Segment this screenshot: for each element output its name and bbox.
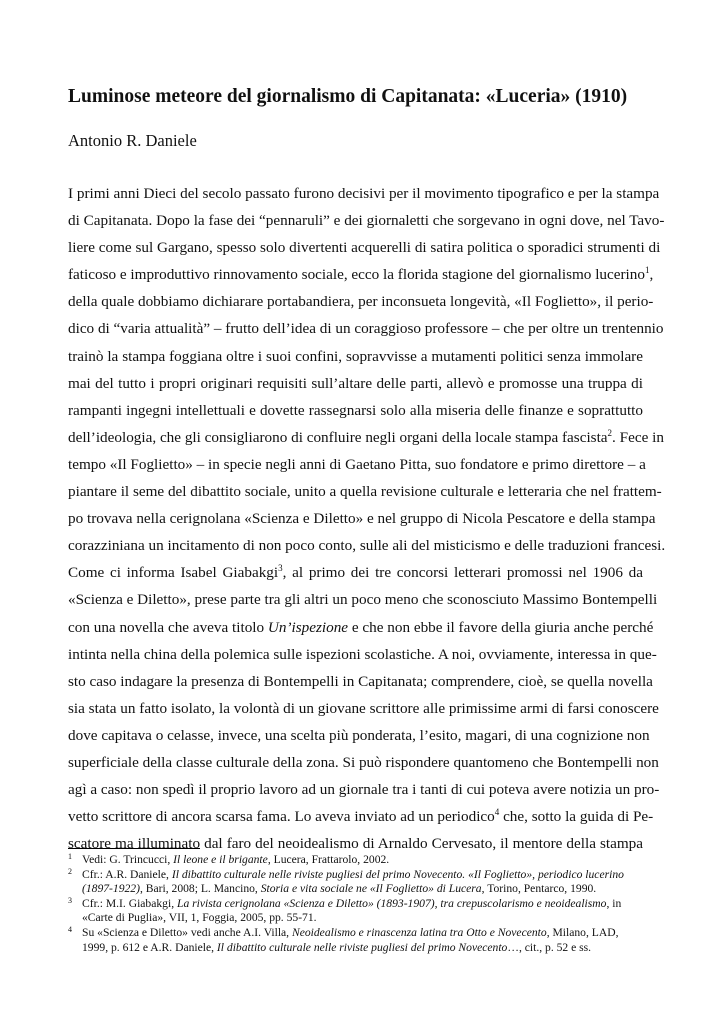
footnote-line xyxy=(82,882,648,897)
footnote-marker: 4 xyxy=(68,924,72,934)
footnote-line xyxy=(82,868,648,883)
footnote-reference: 2 xyxy=(607,427,613,438)
footnote-number xyxy=(68,897,72,912)
italic-title: Il dibattito culturale nelle riviste pugliesi del primo Novecento. «Il Foglietto», periodico lucerino xyxy=(171,867,624,881)
text-run: , Lucera, Frattarolo, 2002. xyxy=(267,853,390,866)
body-line xyxy=(68,478,662,505)
text-run: trainò la stampa foggiana oltre i suoi confini, sopravvisse a mutamenti politici senza immolare xyxy=(68,347,643,365)
body-line xyxy=(68,749,659,776)
italic-title: Il leone e il brigante xyxy=(173,853,268,866)
footnote xyxy=(68,897,648,926)
footnote-marker: 1 xyxy=(68,852,72,861)
text-run: I primi anni Dieci del secolo passato furono decisivi per il movimento tipografico e per la stampa xyxy=(68,185,660,202)
body-line xyxy=(68,532,666,559)
italic-title: Storia e vita sociale ne «Il Foglietto» di Lucera xyxy=(260,882,482,896)
text-run: liere come sul Gargano, spesso solo divertenti acquerelli di satira politica o sporadici strumenti di xyxy=(68,239,661,257)
footnote xyxy=(68,926,648,955)
footnote-number xyxy=(68,926,72,941)
body-line xyxy=(68,315,664,342)
text-run: tempo «Il Foglietto» – in specie negli anni di Gaetano Pitta, suo fondatore e primo direttore – a xyxy=(68,455,646,473)
body-line xyxy=(68,451,646,478)
body-line xyxy=(68,695,659,722)
body-line xyxy=(68,776,660,803)
text-run: dico di “varia attualità” – frutto dell’idea di un coraggioso professore – che per oltre un trentennio xyxy=(68,320,664,338)
text-run: po trovava nella cerignolana «Scienza e Diletto» e nel gruppo di Nicola Pescatore e della stampa xyxy=(68,510,656,528)
text-run: . Fece in xyxy=(612,428,664,446)
footnote-reference: 4 xyxy=(494,807,500,818)
text-run: che, sotto la guida di Pe- xyxy=(499,808,654,826)
body-line xyxy=(68,559,643,586)
footnote-line xyxy=(82,941,648,956)
footnote-reference: 3 xyxy=(278,563,283,574)
footnote-marker: 3 xyxy=(68,895,72,905)
footnote-number xyxy=(68,853,72,868)
text-run: dove capitava o celasse, invece, una scelta più ponderata, l’esito, magari, di una cognizione non xyxy=(68,726,650,744)
text-run: Vedi: G. Trincucci, xyxy=(82,853,174,866)
text-run: intinta nella china della polemica sulle ispezioni scolastiche. A noi, ovviamente, interessa in que- xyxy=(68,645,657,663)
body-line xyxy=(68,261,654,288)
author-name: Antonio R. Daniele xyxy=(68,131,197,150)
text-run: dell’ideologia, che gli consigliarono di confluire negli organi della locale stampa fascista xyxy=(68,428,608,446)
text-run: della quale dobbiamo dichiarare portabandiera, per inconsueta longevità, «Il Foglietto», il perio- xyxy=(68,293,654,311)
footnote-number xyxy=(68,868,72,883)
footnote-line xyxy=(82,926,648,941)
text-run: Cfr.: M.I. Giabakgi, xyxy=(82,896,177,910)
text-run: Come ci informa Isabel Giabakgi xyxy=(68,564,279,582)
text-run: , in xyxy=(606,896,622,910)
body-line xyxy=(68,586,658,613)
body-line xyxy=(68,424,664,451)
body-line xyxy=(68,234,661,261)
text-run: , xyxy=(649,266,654,284)
italic-title: La rivista cerignolana «Scienza e Diletto» (1893-1907), tra crepuscolarismo e neoidealismo xyxy=(177,896,607,910)
text-run: 1999, p. 612 e A.R. Daniele, xyxy=(82,940,217,954)
body-text xyxy=(68,180,666,857)
body-line xyxy=(68,803,654,830)
footnote-line xyxy=(82,897,648,912)
italic-title: Il dibattito culturale nelle riviste pugliesi del primo Novecento xyxy=(216,940,508,954)
footnote-marker: 2 xyxy=(68,866,72,876)
body-line xyxy=(68,343,643,370)
italic-title: Un’ispezione xyxy=(267,618,349,636)
body-line xyxy=(68,668,653,695)
body-line xyxy=(68,641,657,668)
text-run: vetto scrittore di ancora scarsa fama. Lo aveva inviato ad un periodico xyxy=(68,808,495,826)
text-run: …, cit., p. 52 e ss. xyxy=(507,940,592,954)
text-run: , Bari, 2008; L. Mancino, xyxy=(139,882,261,896)
italic-title: (1897-1922) xyxy=(82,882,140,896)
text-run: «Carte di Puglia», VII, 1, Foggia, 2005, pp. 55-71. xyxy=(82,911,317,925)
text-run: corazziniana un incitamento di non poco conto, sulle ali del misticismo e delle traduzioni francesi. xyxy=(68,537,666,555)
text-run: con una novella che aveva titolo xyxy=(68,618,268,636)
footnote xyxy=(68,868,648,897)
text-run: rampanti ingegni intellettuali e dovette rassegnarsi solo alla miseria delle finanze e soprattutto xyxy=(68,401,643,419)
text-run: superficiale della classe culturale della zona. Si può rispondere quantomeno che Bontempelli non xyxy=(68,753,659,771)
footnotes xyxy=(68,853,648,955)
body-line xyxy=(68,505,656,532)
text-run: sto caso indagare la presenza di Bontempelli in Capitanata; comprendere, cioè, se quella novella xyxy=(68,672,653,690)
text-run: sia stata un fatto isolato, la volontà di un giovane scrittore alle primissime armi di farsi conoscere xyxy=(68,699,659,717)
body-line xyxy=(68,207,665,234)
body-line xyxy=(68,180,660,207)
footnote-line xyxy=(82,853,648,868)
text-run: , Milano, LAD, xyxy=(546,925,619,939)
footnote xyxy=(68,853,648,868)
body-line xyxy=(68,614,654,641)
text-run: , Torino, Pentarco, 1990. xyxy=(481,882,597,896)
footnote-reference: 1 xyxy=(644,265,650,276)
text-run: piantare il seme del dibattito sociale, unito a quella revisione culturale e letteraria che nel frattem- xyxy=(68,483,662,501)
body-line xyxy=(68,370,643,397)
body-line xyxy=(68,288,654,315)
page-title: Luminose meteore del giornalismo di Capitanata: «Luceria» (1910) xyxy=(68,86,628,107)
italic-title: Neoidealismo e rinascenza latina tra Otto e Novecento xyxy=(291,925,547,939)
text-run: mai del tutto i propri originari requisiti sull’altare delle parti, allevò e promosse una truppa di xyxy=(68,374,643,392)
footnote-line xyxy=(82,911,648,926)
text-run: faticoso e improduttivo rinnovamento sociale, ecco la florida stagione del giornalismo lucerino xyxy=(68,266,645,284)
footnote-separator xyxy=(68,848,200,849)
text-run: «Scienza e Diletto», prese parte tra gli altri un poco meno che sconosciuto Massimo Bontempelli xyxy=(68,591,658,609)
text-run: di Capitanata. Dopo la fase dei “pennaruli” e dei giornaletti che sorgevano in ogni dove, nel Tavo- xyxy=(68,212,665,230)
text-run: agì a caso: non spedì il proprio lavoro ad un giornale tra i tanti di cui poteva avere notizia un pro- xyxy=(68,781,660,799)
text-run: e che non ebbe il favore della giuria anche perché xyxy=(348,618,654,636)
text-run: , al primo dei tre concorsi letterari promossi nel 1906 da xyxy=(282,564,644,582)
body-line xyxy=(68,397,643,424)
text-run: scatore ma illuminato dal faro del neoidealismo di Arnaldo Cervesato, il mentore della stampa xyxy=(68,835,643,853)
text-run: Cfr.: A.R. Daniele, xyxy=(82,867,172,881)
text-run: Su «Scienza e Diletto» vedi anche A.I. Villa, xyxy=(82,925,292,939)
body-line xyxy=(68,722,650,749)
